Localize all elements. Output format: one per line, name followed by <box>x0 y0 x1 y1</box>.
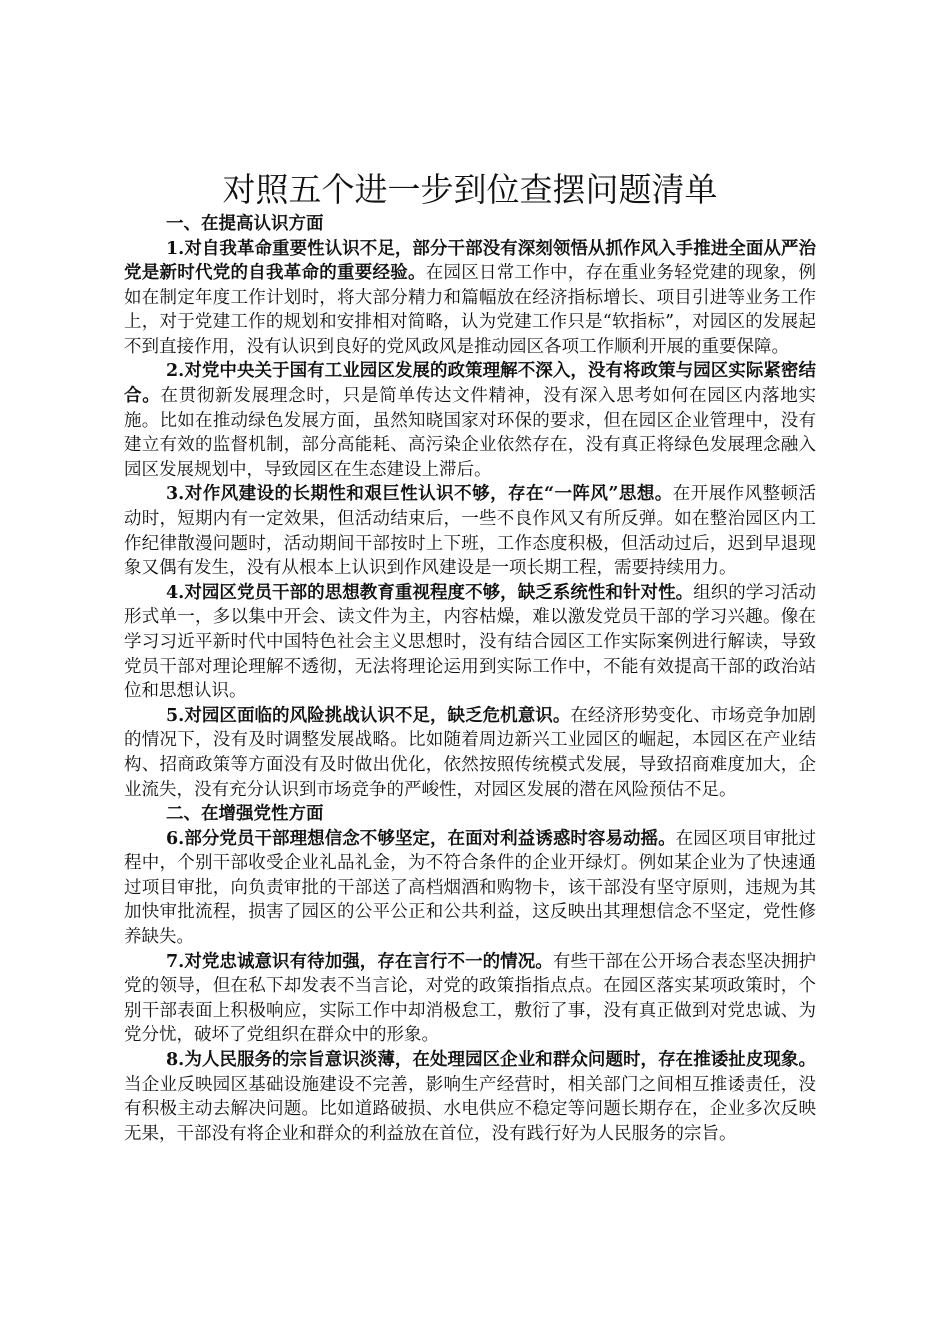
issue-paragraph-2 <box>124 359 816 482</box>
section-heading: 二、在增强党性方面 <box>166 804 324 825</box>
section-awareness <box>124 212 816 802</box>
issue-body: 在园区项目审批过程中，个别干部收受企业礼品礼金，为不符合条件的企业开绿灯。例如某企业为了快速通过项目审批，向负责审批的干部送了高档烟酒和购物卡，该干部没有坚守原则，违规为其加快审批流程，损害了园区的公平公正和公共利益，这反映出其理想信念不坚定，党性修养缺失。 <box>124 828 816 948</box>
issue-lead: 8.为人民服务的宗旨意识淡薄，在处理园区企业和群众问题时，存在推诿扯皮现象。 <box>166 1050 816 1070</box>
issue-paragraph-7 <box>124 950 816 1048</box>
issue-paragraph-5 <box>124 704 816 802</box>
issue-body: 组织的学习活动形式单一，多以集中开会、读文件为主，内容枯燥，难以激发党员干部的学习兴趣。像在学习习近平新时代中国特色社会主义思想时，没有结合园区工作实际案例进行解读，导致党员干部对理论理解不透彻，无法将理论运用到实际工作中，不能有效提高干部的政治站位和思想认识。 <box>124 582 816 702</box>
issue-body: 在经济形势变化、市场竞争加剧的情况下，没有及时调整发展战略。比如随着周边新兴工业园区的崛起，本园区在产业结构、招商政策等方面没有及时做出优化，依然按照传统模式发展，导致招商难度加大，企业流失，没有充分认识到市场竞争的严峻性，对园区发展的潜在风险预估不足。 <box>124 705 816 800</box>
issue-paragraph-3 <box>124 482 816 580</box>
issue-lead: 1.对自我革命重要性认识不足，部分干部没有深刻领悟从抓作风入手推进全面从严治党是新时代党的自我革命的重要经验。 <box>124 238 816 284</box>
issue-paragraph-6 <box>124 827 816 950</box>
section-heading: 一、在提高认识方面 <box>166 214 324 234</box>
issue-lead: 6.部分党员干部理想信念不够坚定，在面对利益诱惑时容易动摇。 <box>166 828 676 849</box>
issue-paragraph-4 <box>124 581 816 704</box>
issue-body: 在园区日常工作中，存在重业务轻党建的现象，例如在制定年度工作计划时，将大部分精力和篇幅放在经济指标增长、项目引进等业务工作上，对于党建工作的规划和安排相对简略，认为党建工作只是“软指标”，对园区的发展起不到直接作用，没有认识到良好的党风政风是推动园区各项工作顺利开展的重要保障。 <box>124 263 816 357</box>
issue-lead: 2.对党中央关于国有工业园区发展的政策理解不深入，没有将政策与园区实际紧密结合。 <box>124 361 816 407</box>
section-party-spirit <box>124 802 816 1146</box>
issue-lead: 4.对园区党员干部的思想教育重视程度不够，缺乏系统性和针对性。 <box>166 582 694 603</box>
issue-body: 在贯彻新发展理念时，只是简单传达文件精神，没有深入思考如何在园区内落地实施。比如在推动绿色发展方面，虽然知晓国家对环保的要求，但在园区企业管理中，没有建立有效的监督机制，部分高能耗、高污染企业依然存在，没有真正将绿色发展理念融入园区发展规划中，导致园区在生态建设上滞后。 <box>124 386 817 480</box>
issue-body: 当企业反映园区基础设施建设不完善，影响生产经营时，相关部门之间相互推诿责任，没有积极主动去解决问题。比如道路破损、水电供应不稳定等问题长期存在，企业多次反映无果，干部没有将企业和群众的利益放在首位，没有践行好为人民服务的宗旨。 <box>124 1074 816 1144</box>
issue-paragraph-1 <box>124 237 816 360</box>
document-title: 对照五个进一步到位查摆问题清单 <box>222 170 718 209</box>
issue-lead: 3.对作风建设的长期性和艰巨性认识不够，存在“一阵风”思想。 <box>166 484 673 505</box>
issue-body: 有些干部在公开场合表态坚决拥护党的领导，但在私下却发表不当言论，对党的政策指指点点。在园区落实某项政策时，个别干部表面上积极响应，实际工作中却消极怠工，敷衍了事，没有真正做到对党忠诚、为党分忧，破坏了党组织在群众中的形象。 <box>124 951 816 1046</box>
issue-lead: 7.对党忠诚意识有待加强，存在言行不一的情况。 <box>166 951 553 972</box>
issue-paragraph-8 <box>124 1048 816 1146</box>
issue-body: 在开展作风整顿活动时，短期内有一定效果，但活动结束后，一些不良作风又有所反弹。如在整治园区内工作纪律散漫问题时，活动期间干部按时上下班，工作态度积极，但活动过后，迟到早退现象又偶有发生，没有从根本上认识到作风建设是一项长期工程，需要持续用力。 <box>124 484 817 579</box>
issue-lead: 5.对园区面临的风险挑战认识不足，缺乏危机意识。 <box>166 705 571 726</box>
